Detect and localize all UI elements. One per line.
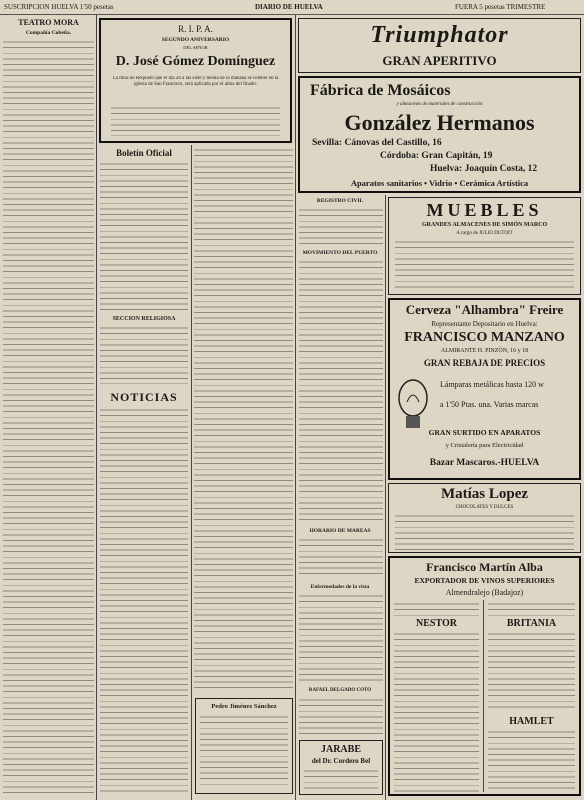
martin-sub: EXPORTADOR DE VINOS SUPERIORES <box>414 576 555 585</box>
mareas-title: HORARIO DE MAREAS <box>309 528 371 534</box>
teatro-subtitle: Compañía Cobeña. <box>25 30 72 36</box>
registro-text <box>299 208 383 246</box>
nestor-text <box>394 632 479 792</box>
martin-place: Almendralejo (Badajoz) <box>445 588 524 597</box>
gonzalez-line2: y almacenes de materiales de construcción <box>396 102 483 107</box>
triumphator-tagline: GRAN APERITIVO <box>382 53 497 68</box>
britania-name: BRITANIA <box>506 618 557 629</box>
noticias-title: NOTICIAS <box>110 390 178 404</box>
cristaleria-line: y Cristalería para Electricidad <box>445 442 524 449</box>
martin-name: Francisco Martín Alba <box>426 560 543 574</box>
gonzalez-addr2: Córdoba: Gran Capitán, 19 <box>380 151 493 161</box>
center-column-text <box>194 148 293 693</box>
matias-ad <box>388 483 581 553</box>
triumphator-ad <box>298 18 581 73</box>
hamlet-text <box>488 730 575 792</box>
lamparas-line: Lámparas metálicas hasta 120 w <box>440 380 544 389</box>
surtido-line: GRAN SURTIDO EN APARATOS <box>428 428 541 437</box>
boletin-title: Boletín Oficial <box>116 148 172 158</box>
noticias-text <box>100 408 188 795</box>
muebles-cargo: A cargo de JULIO DUTOIT <box>456 231 513 236</box>
gonzalez-name: González Hermanos <box>344 110 535 135</box>
jarabe-text <box>304 769 378 791</box>
registro-title: REGISTRO CIVIL <box>316 198 364 204</box>
martin-alba-ad <box>388 556 581 796</box>
cerveza-title: Cerveza "Alhambra" Freire <box>405 302 564 317</box>
column-rule <box>96 15 97 800</box>
muebles-sub: GRANDES ALMACENES DE SIMÓN MARCO <box>421 222 548 228</box>
seccion-religiosa-title: SECCION RELIGIOSA <box>112 316 176 322</box>
lightbulb-icon <box>396 378 430 434</box>
triumphator-name: Triumphator <box>370 22 509 48</box>
britania-text <box>488 632 575 712</box>
seccion-religiosa-text <box>100 326 188 384</box>
rafael-text <box>299 698 383 736</box>
precio-line: a 1'50 Ptas. una. Varias marcas <box>440 400 539 409</box>
matias-sub: CHOCOLATES Y DULCES <box>455 505 514 510</box>
manzano-addr: ALMIRANTE H. PINZÓN, 16 y 18 <box>440 348 529 354</box>
newspaper-header <box>0 0 584 15</box>
gonzalez-addr3: Huelva: Joaquín Costa, 12 <box>430 164 538 174</box>
puerto-text <box>299 260 383 522</box>
britania-header-text <box>488 602 575 616</box>
gonzalez-line1: Fábrica de Mosáicos <box>310 82 451 99</box>
gonzalez-products: Aparatos sanitarios • Vidrio • Cerámica Artística <box>350 178 529 188</box>
header-center: DIARIO DE HUELVA <box>255 3 323 11</box>
teatro-article-text <box>3 40 94 795</box>
column-rule <box>295 15 296 800</box>
obituary-line1: SEGUNDO ANIVERSARIO <box>161 37 230 43</box>
jarabe-ad <box>299 740 383 795</box>
nestor-name: NESTOR <box>416 618 457 629</box>
obituary-text <box>111 106 280 136</box>
pedro-text <box>200 715 288 789</box>
muebles-text <box>395 240 574 290</box>
pedro-ad <box>195 698 293 794</box>
column-rule <box>191 145 192 800</box>
header-left: SUSCRIPCION HUELVA 1'50 pesetas <box>4 3 114 11</box>
gonzalez-ad <box>298 76 581 193</box>
rafael-title: RAFAEL DELGADO COTO <box>308 688 372 693</box>
obituary-name: D. José Gómez Domínguez <box>115 54 276 69</box>
boletin-text <box>100 162 188 312</box>
puerto-title: MOVIMIENTO DEL PUERTO <box>302 250 378 256</box>
matias-name: Matías Lopez <box>440 486 529 502</box>
column-rule <box>385 195 386 800</box>
obituary-box <box>99 18 292 143</box>
obituary-body: La misa de Requiem que el día 26 a las siete y media de la mañana se celebre en la iglesia de San Francisco, será aplicada por el alma del finado. <box>112 76 279 87</box>
gonzalez-addr1: Sevilla: Cánovas del Castillo, 16 <box>312 138 442 148</box>
cerveza-rep: Representante Depositario en Huelva: <box>431 320 538 328</box>
mareas-table <box>299 538 383 578</box>
manzano-name: FRANCISCO MANZANO <box>404 330 565 345</box>
teatro-title: TEATRO MORA <box>18 18 79 27</box>
enfermedades-title: Enfermedades de la vista <box>310 584 370 590</box>
bazar-line: Bazar Mascaros.-HUELVA <box>429 458 540 468</box>
pedro-name: Pedro Jiménez Sánchez <box>211 703 277 710</box>
cross-mark: R. I. P. A. <box>178 24 213 34</box>
cerveza-ad <box>388 298 581 480</box>
jarabe-line2: del Dr. Cordero Bel <box>311 757 371 765</box>
rebaja-title: GRAN REBAJA DE PRECIOS <box>423 358 546 368</box>
matias-text <box>395 514 574 550</box>
obituary-line2: DEL SEÑOR <box>183 45 208 50</box>
header-right: FUERA 5 pesetas TRIMESTRE <box>455 3 546 11</box>
enfermedades-text <box>299 594 383 684</box>
nestor-header-text <box>394 602 479 616</box>
muebles-ad <box>388 197 581 295</box>
jarabe-line1: JARABE <box>320 744 361 755</box>
hamlet-name: HAMLET <box>509 716 554 727</box>
muebles-title: MUEBLES <box>426 200 543 220</box>
